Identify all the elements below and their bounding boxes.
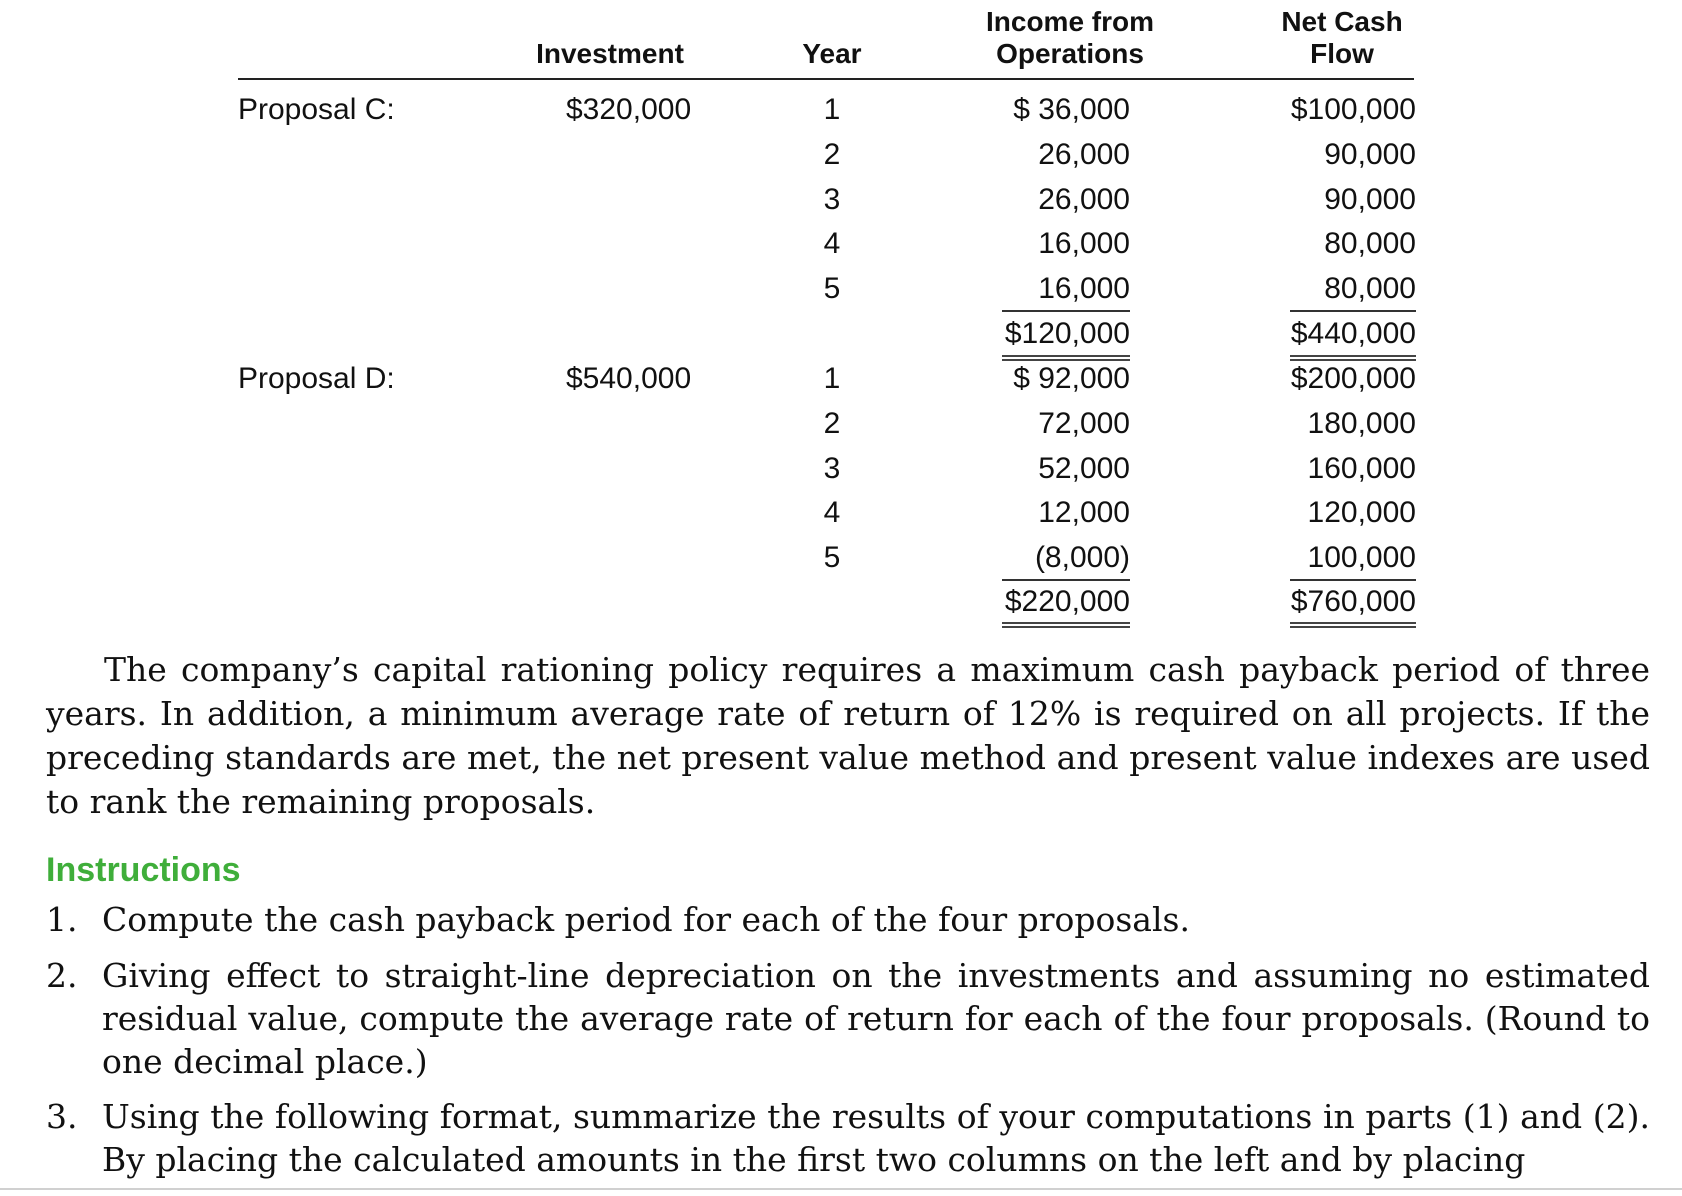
table-row-income: 16,000 <box>1038 227 1130 260</box>
table-row-income: 52,000 <box>1038 452 1130 485</box>
total-double-rule <box>1002 622 1130 628</box>
instruction-number: 1. <box>46 900 78 939</box>
instruction-item <box>46 898 1650 941</box>
table-row-year: 3 <box>823 183 841 216</box>
table-row-income: 16,000 <box>1038 272 1130 305</box>
table-row-income: $ 36,000 <box>1013 93 1130 126</box>
table-row-ncf: 100,000 <box>1307 541 1416 574</box>
page-bottom-edge <box>0 1188 1682 1190</box>
proposal-c-total-ncf: $440,000 <box>1290 317 1416 350</box>
proposal-d-label: Proposal D: <box>238 362 395 395</box>
header-ncf-line2: Flow <box>1310 38 1374 69</box>
header-ncf-line1: Net Cash <box>1281 6 1403 37</box>
subtotal-rule <box>1002 310 1130 312</box>
table-row-year: 1 <box>823 93 841 126</box>
table-row-year: 5 <box>823 272 841 305</box>
table-row-ncf: 180,000 <box>1307 407 1416 440</box>
table-row-income: 26,000 <box>1038 183 1130 216</box>
subtotal-rule <box>1290 579 1416 581</box>
table-row-ncf: $200,000 <box>1290 362 1416 395</box>
header-rule <box>238 78 1414 80</box>
table-row-year: 4 <box>823 496 841 529</box>
table-row-ncf: 80,000 <box>1324 272 1416 305</box>
instruction-number: 2. <box>46 956 78 995</box>
proposal-c-investment: $320,000 <box>566 93 692 126</box>
proposal-c-label: Proposal C: <box>238 93 395 126</box>
header-income-line2: Operations <box>996 38 1144 69</box>
instruction-number: 3. <box>46 1097 78 1136</box>
table-row-year: 2 <box>823 138 841 171</box>
table-row-ncf: 80,000 <box>1324 227 1416 260</box>
table-row-year: 1 <box>823 362 841 395</box>
header-income-line1: Income from <box>985 6 1155 37</box>
proposal-c-total-income: $120,000 <box>1004 317 1130 350</box>
table-row-income: 26,000 <box>1038 138 1130 171</box>
policy-paragraph: The company’s capital rationing policy requires a maximum cash payback period of three years. In addition, a minimum average rate of return of 12% is required on all projects. If the preceding standards are met, the net present value method and present value indexes are used to rank the remaining proposals. <box>46 650 1650 821</box>
table-row-income: $ 92,000 <box>1013 362 1130 395</box>
proposal-d-investment: $540,000 <box>566 362 692 395</box>
table-row-ncf: 120,000 <box>1307 496 1416 529</box>
instruction-item <box>46 1095 1650 1181</box>
table-row-year: 5 <box>823 541 841 574</box>
instruction-item <box>46 954 1650 1083</box>
table-row-year: 4 <box>823 227 841 260</box>
table-row-year: 2 <box>823 407 841 440</box>
table-row-ncf: $100,000 <box>1290 93 1416 126</box>
instruction-text: Using the following format, summarize the results of your computations in parts (1) and (2). By placing the calculated amounts in the first two columns on the left and by placing <box>102 1097 1650 1179</box>
table-row-ncf: 90,000 <box>1324 138 1416 171</box>
header-year: Year <box>802 38 862 69</box>
proposal-d-total-ncf: $760,000 <box>1290 585 1416 618</box>
proposal-d-total-income: $220,000 <box>1004 585 1130 618</box>
subtotal-rule <box>1002 579 1130 581</box>
table-row-ncf: 160,000 <box>1307 452 1416 485</box>
instructions-heading: Instructions <box>46 851 241 889</box>
total-double-rule <box>1290 622 1416 628</box>
instruction-text: Giving effect to straight-line depreciation on the investments and assuming no estimated residual value, compute the average rate of return for each of the four proposals. (Round to one decimal place.) <box>102 956 1650 1081</box>
table-row-year: 3 <box>823 452 841 485</box>
table-row-income: 12,000 <box>1038 496 1130 529</box>
table-row-income: 72,000 <box>1038 407 1130 440</box>
table-row-income: (8,000) <box>1034 541 1130 574</box>
subtotal-rule <box>1290 310 1416 312</box>
instruction-text: Compute the cash payback period for each of the four proposals. <box>102 900 1190 939</box>
table-row-ncf: 90,000 <box>1324 183 1416 216</box>
header-investment: Investment <box>536 38 684 69</box>
